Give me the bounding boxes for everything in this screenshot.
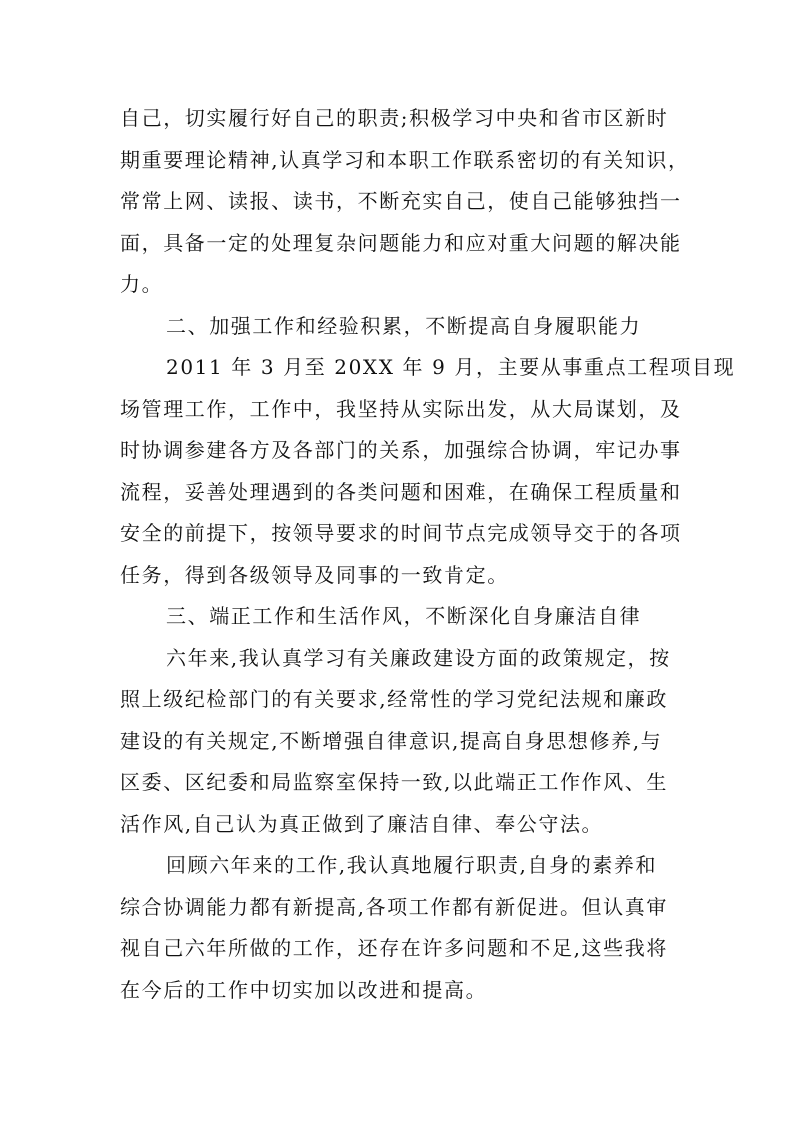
text-line: 安全的前提下，按领导要求的时间节点完成领导交于的各项 xyxy=(120,521,682,545)
text-line: 活作风,自己认为真正做到了廉洁自律、奉公守法。 xyxy=(120,811,604,836)
text-line: 场管理工作，工作中，我坚持从实际出发，从大局谋划，及 xyxy=(120,396,682,421)
text-line: 区委、区纪委和局监察室保持一致,以此端正工作作风、生 xyxy=(120,770,668,794)
text-line: 建设的有关规定,不断增强自律意识,提高自身思想修养,与 xyxy=(120,728,663,753)
text-line: 综合协调能力都有新提高,各项工作都有新促进。但认真审 xyxy=(120,894,668,919)
text-line: 常常上网、读报、读书，不断充实自己，使自己能够独挡一 xyxy=(120,189,682,213)
text-line: 流程，妥善处理遇到的各类问题和困难，在确保工程质量和 xyxy=(120,479,682,504)
text-line: 力。 xyxy=(120,272,164,296)
document-body xyxy=(120,98,736,1011)
text-line: 照上级纪检部门的有关要求,经常性的学习党纪法规和廉政 xyxy=(120,687,668,711)
text-line: 面，具备一定的处理复杂问题能力和应对重大问题的解决能 xyxy=(120,230,682,255)
text-line: 回顾六年来的工作,我认真地履行职责,自身的素养和 xyxy=(166,853,658,877)
text-line: 视自己六年所做的工作，还存在许多问题和不足,这些我将 xyxy=(120,936,668,960)
text-line: 任务，得到各级领导及同事的一致肯定。 xyxy=(120,562,509,587)
text-line: 期重要理论精神,认真学习和本职工作联系密切的有关知识， xyxy=(120,147,690,172)
text-line: 六年来,我认真学习有关廉政建设方面的政策规定，按 xyxy=(166,645,671,670)
text-line: 2011 年 3 月至 20XX 年 9 月，主要从事重点工程项目现 xyxy=(166,355,736,379)
section-heading-3: 三、端正工作和生活作风，不断深化自身廉洁自律 xyxy=(166,604,642,628)
text-line: 在今后的工作中切实加以改进和提高。 xyxy=(120,977,488,1002)
text-line: 自己，切实履行好自己的职责;积极学习中央和省市区新时 xyxy=(120,106,669,130)
text-line: 时协调参建各方及各部门的关系，加强综合协调，牢记办事 xyxy=(120,438,682,462)
section-heading-2: 二、加强工作和经验积累，不断提高自身履职能力 xyxy=(166,313,642,338)
